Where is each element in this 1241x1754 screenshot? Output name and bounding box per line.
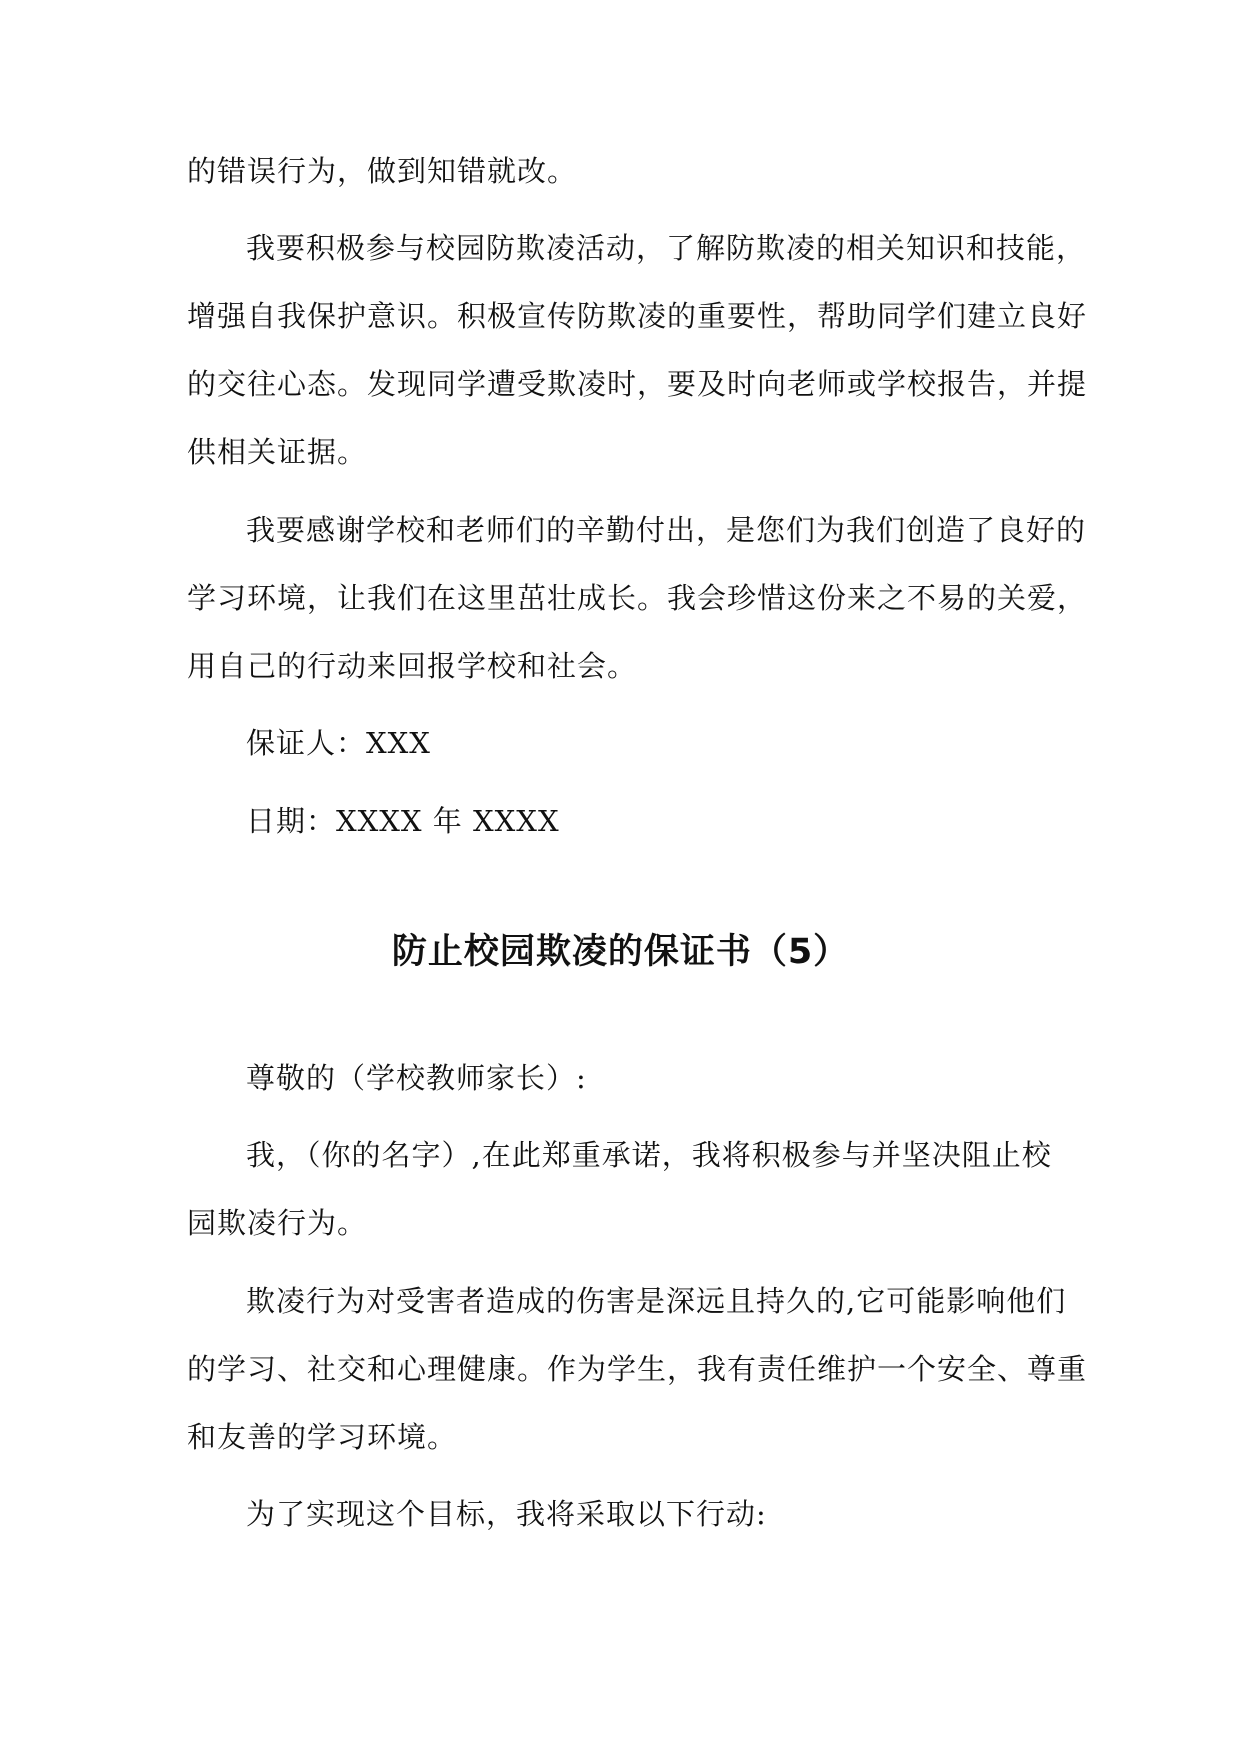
paragraph-line: 的交往心态。发现同学遭受欺凌时，要及时向老师或学校报告，并提 <box>187 367 1088 401</box>
paragraph-line: 和友善的学习环境。 <box>187 1420 458 1454</box>
paragraph-line: 增强自我保护意识。积极宣传防欺凌的重要性，帮助同学们建立良好 <box>187 299 1088 333</box>
paragraph-line: 供相关证据。 <box>187 435 368 469</box>
paragraph-line: 的学习、社交和心理健康。作为学生，我有责任维护一个安全、尊重 <box>187 1352 1088 1386</box>
paragraph-line: 的错误行为，做到知错就改。 <box>187 154 578 188</box>
guarantor-line: 保证人：XXX <box>246 726 431 760</box>
paragraph-line: 我要感谢学校和老师们的辛勤付出，是您们为我们创造了良好的 <box>246 513 1087 547</box>
paragraph-line: 用自己的行动来回报学校和社会。 <box>187 649 638 683</box>
paragraph-line: 欺凌行为对受害者造成的伤害是深远且持久的,它可能影响他们 <box>246 1284 1067 1318</box>
section-title: 防止校园欺凌的保证书（5） <box>391 932 850 972</box>
paragraph-line: 园欺凌行为。 <box>187 1206 368 1240</box>
paragraph-line: 学习环境，让我们在这里茁壮成长。我会珍惜这份来之不易的关爱， <box>187 581 1088 615</box>
salutation-line: 尊敬的（学校教师家长）: <box>246 1061 587 1095</box>
paragraph-line: 为了实现这个目标，我将采取以下行动: <box>246 1497 767 1531</box>
date-line: 日期：XXXX 年 XXXX <box>246 804 560 838</box>
paragraph-line: 我，（你的名字）,在此郑重承诺，我将积极参与并坚决阻止校 <box>246 1138 1052 1172</box>
paragraph-line: 我要积极参与校园防欺凌活动，了解防欺凌的相关知识和技能， <box>246 231 1087 265</box>
